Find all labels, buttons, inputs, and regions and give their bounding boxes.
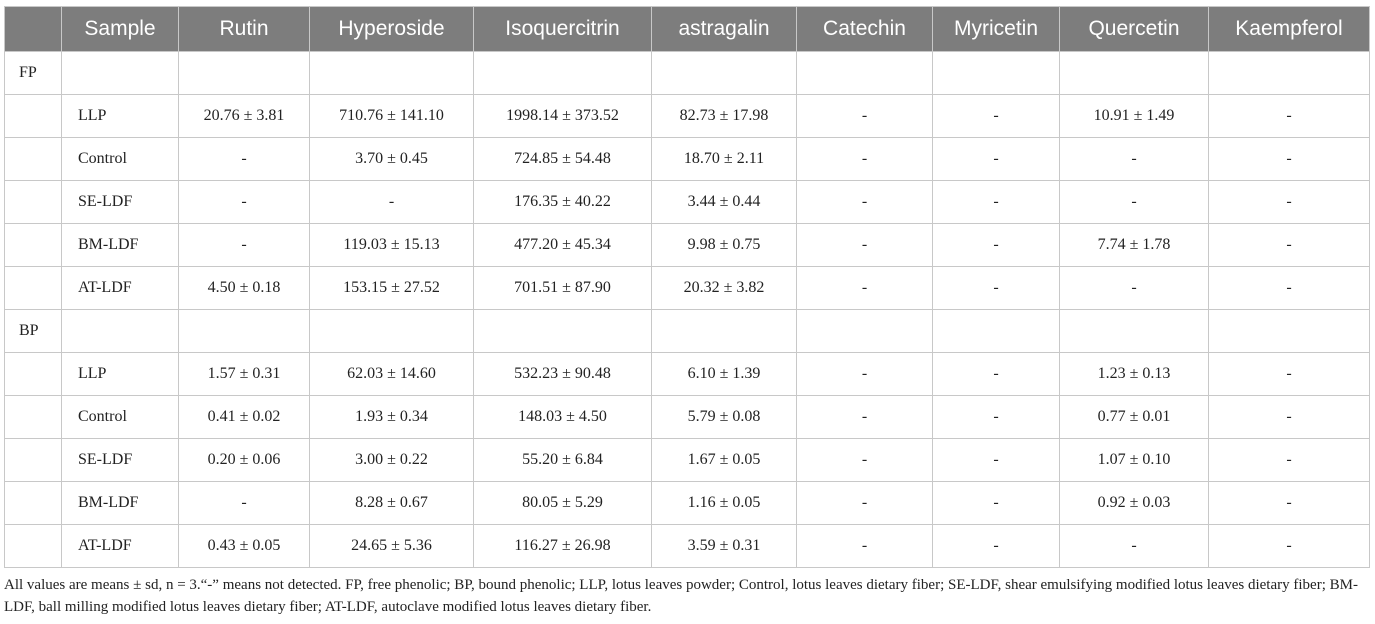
value-cell: 8.28 ± 0.67	[310, 482, 474, 525]
empty-cell	[1060, 310, 1209, 353]
value-cell: -	[310, 181, 474, 224]
value-cell: 724.85 ± 54.48	[474, 138, 652, 181]
value-cell: 6.10 ± 1.39	[652, 353, 797, 396]
value-cell: 1.16 ± 0.05	[652, 482, 797, 525]
value-cell: 176.35 ± 40.22	[474, 181, 652, 224]
empty-cell	[310, 52, 474, 95]
header-myricetin: Myricetin	[933, 7, 1060, 52]
value-cell: 3.70 ± 0.45	[310, 138, 474, 181]
group-label: BP	[5, 310, 62, 353]
value-cell: 55.20 ± 6.84	[474, 439, 652, 482]
header-astragalin: astragalin	[652, 7, 797, 52]
value-cell: -	[933, 181, 1060, 224]
value-cell: -	[797, 525, 933, 568]
empty-cell	[179, 310, 310, 353]
header-catechin: Catechin	[797, 7, 933, 52]
value-cell: 710.76 ± 141.10	[310, 95, 474, 138]
value-cell: 80.05 ± 5.29	[474, 482, 652, 525]
empty-cell	[474, 310, 652, 353]
value-cell: 477.20 ± 45.34	[474, 224, 652, 267]
sample-cell: LLP	[62, 95, 179, 138]
empty-cell	[5, 181, 62, 224]
table-row	[5, 224, 1370, 267]
value-cell: -	[1209, 138, 1370, 181]
empty-cell	[652, 52, 797, 95]
value-cell: 1.23 ± 0.13	[1060, 353, 1209, 396]
sample-cell: Control	[62, 396, 179, 439]
value-cell: -	[1209, 396, 1370, 439]
value-cell: -	[797, 138, 933, 181]
value-cell: -	[933, 224, 1060, 267]
sample-cell: SE-LDF	[62, 439, 179, 482]
empty-cell	[933, 52, 1060, 95]
value-cell: 1.07 ± 0.10	[1060, 439, 1209, 482]
value-cell: 148.03 ± 4.50	[474, 396, 652, 439]
group-row	[5, 52, 1370, 95]
empty-cell	[5, 138, 62, 181]
value-cell: 1.57 ± 0.31	[179, 353, 310, 396]
value-cell: -	[933, 95, 1060, 138]
value-cell: -	[1209, 95, 1370, 138]
value-cell: 20.32 ± 3.82	[652, 267, 797, 310]
value-cell: 0.77 ± 0.01	[1060, 396, 1209, 439]
value-cell: -	[179, 224, 310, 267]
empty-cell	[5, 396, 62, 439]
table-row	[5, 353, 1370, 396]
header-group-cell	[5, 7, 62, 52]
value-cell: -	[797, 224, 933, 267]
sample-cell: LLP	[62, 353, 179, 396]
value-cell: 7.74 ± 1.78	[1060, 224, 1209, 267]
empty-cell	[1060, 52, 1209, 95]
empty-cell	[797, 310, 933, 353]
value-cell: 24.65 ± 5.36	[310, 525, 474, 568]
table-footnote: All values are means ± sd, n = 3.“-” means not detected. FP, free phenolic; BP, bound phenolic; LLP, lotus leaves powder; Control, lotus leaves dietary fiber; SE-LDF, shear emulsifying modified lotus leaves dietary fiber; BM-LDF, ball milling modified lotus leaves dietary fiber; AT-LDF, autoclave modified lotus leaves dietary fiber.	[4, 577, 1358, 615]
header-sample: Sample	[62, 7, 179, 52]
value-cell: -	[179, 181, 310, 224]
value-cell: -	[179, 138, 310, 181]
table-row	[5, 138, 1370, 181]
value-cell: 20.76 ± 3.81	[179, 95, 310, 138]
value-cell: -	[1060, 181, 1209, 224]
value-cell: -	[1209, 224, 1370, 267]
table-row	[5, 396, 1370, 439]
value-cell: 82.73 ± 17.98	[652, 95, 797, 138]
value-cell: -	[797, 181, 933, 224]
value-cell: -	[797, 396, 933, 439]
sample-cell: BM-LDF	[62, 224, 179, 267]
sample-cell: AT-LDF	[62, 525, 179, 568]
empty-cell	[933, 310, 1060, 353]
value-cell: 532.23 ± 90.48	[474, 353, 652, 396]
value-cell: 5.79 ± 0.08	[652, 396, 797, 439]
value-cell: -	[933, 396, 1060, 439]
value-cell: -	[1209, 525, 1370, 568]
group-label: FP	[5, 52, 62, 95]
table-row	[5, 439, 1370, 482]
empty-cell	[5, 439, 62, 482]
empty-cell	[797, 52, 933, 95]
header-rutin: Rutin	[179, 7, 310, 52]
value-cell: 1.93 ± 0.34	[310, 396, 474, 439]
value-cell: 18.70 ± 2.11	[652, 138, 797, 181]
value-cell: -	[1060, 138, 1209, 181]
value-cell: 119.03 ± 15.13	[310, 224, 474, 267]
header-hyperoside: Hyperoside	[310, 7, 474, 52]
value-cell: -	[1209, 353, 1370, 396]
empty-cell	[5, 224, 62, 267]
header-quercetin: Quercetin	[1060, 7, 1209, 52]
sample-cell: Control	[62, 138, 179, 181]
value-cell: -	[1060, 267, 1209, 310]
empty-cell	[5, 267, 62, 310]
value-cell: 4.50 ± 0.18	[179, 267, 310, 310]
empty-cell	[652, 310, 797, 353]
value-cell: 701.51 ± 87.90	[474, 267, 652, 310]
empty-cell	[62, 52, 179, 95]
empty-cell	[5, 482, 62, 525]
table-row	[5, 95, 1370, 138]
value-cell: 1998.14 ± 373.52	[474, 95, 652, 138]
value-cell: 3.00 ± 0.22	[310, 439, 474, 482]
empty-cell	[310, 310, 474, 353]
table-body	[5, 52, 1370, 568]
value-cell: -	[1209, 267, 1370, 310]
value-cell: -	[933, 353, 1060, 396]
value-cell: -	[933, 482, 1060, 525]
header-isoquercitrin: Isoquercitrin	[474, 7, 652, 52]
group-row	[5, 310, 1370, 353]
table-row	[5, 525, 1370, 568]
value-cell: 116.27 ± 26.98	[474, 525, 652, 568]
empty-cell	[62, 310, 179, 353]
sample-cell: AT-LDF	[62, 267, 179, 310]
header-kaempferol: Kaempferol	[1209, 7, 1370, 52]
value-cell: -	[1209, 439, 1370, 482]
value-cell: -	[1209, 181, 1370, 224]
table-header-row	[5, 7, 1370, 52]
value-cell: -	[797, 482, 933, 525]
value-cell: 10.91 ± 1.49	[1060, 95, 1209, 138]
phenolic-compounds-table	[4, 6, 1370, 568]
value-cell: -	[933, 525, 1060, 568]
empty-cell	[5, 353, 62, 396]
value-cell: 0.20 ± 0.06	[179, 439, 310, 482]
empty-cell	[5, 95, 62, 138]
value-cell: -	[933, 439, 1060, 482]
empty-cell	[179, 52, 310, 95]
value-cell: -	[797, 353, 933, 396]
phenolic-table-container	[4, 6, 1369, 568]
value-cell: -	[797, 267, 933, 310]
sample-cell: SE-LDF	[62, 181, 179, 224]
value-cell: 3.44 ± 0.44	[652, 181, 797, 224]
value-cell: 9.98 ± 0.75	[652, 224, 797, 267]
value-cell: -	[1209, 482, 1370, 525]
table-row	[5, 482, 1370, 525]
value-cell: -	[179, 482, 310, 525]
value-cell: -	[1060, 525, 1209, 568]
value-cell: 62.03 ± 14.60	[310, 353, 474, 396]
value-cell: 0.43 ± 0.05	[179, 525, 310, 568]
empty-cell	[1209, 310, 1370, 353]
sample-cell: BM-LDF	[62, 482, 179, 525]
value-cell: 0.41 ± 0.02	[179, 396, 310, 439]
value-cell: -	[933, 267, 1060, 310]
value-cell: 1.67 ± 0.05	[652, 439, 797, 482]
empty-cell	[474, 52, 652, 95]
empty-cell	[5, 525, 62, 568]
table-row	[5, 181, 1370, 224]
empty-cell	[1209, 52, 1370, 95]
table-row	[5, 267, 1370, 310]
value-cell: 0.92 ± 0.03	[1060, 482, 1209, 525]
value-cell: -	[933, 138, 1060, 181]
value-cell: 3.59 ± 0.31	[652, 525, 797, 568]
value-cell: 153.15 ± 27.52	[310, 267, 474, 310]
value-cell: -	[797, 95, 933, 138]
value-cell: -	[797, 439, 933, 482]
